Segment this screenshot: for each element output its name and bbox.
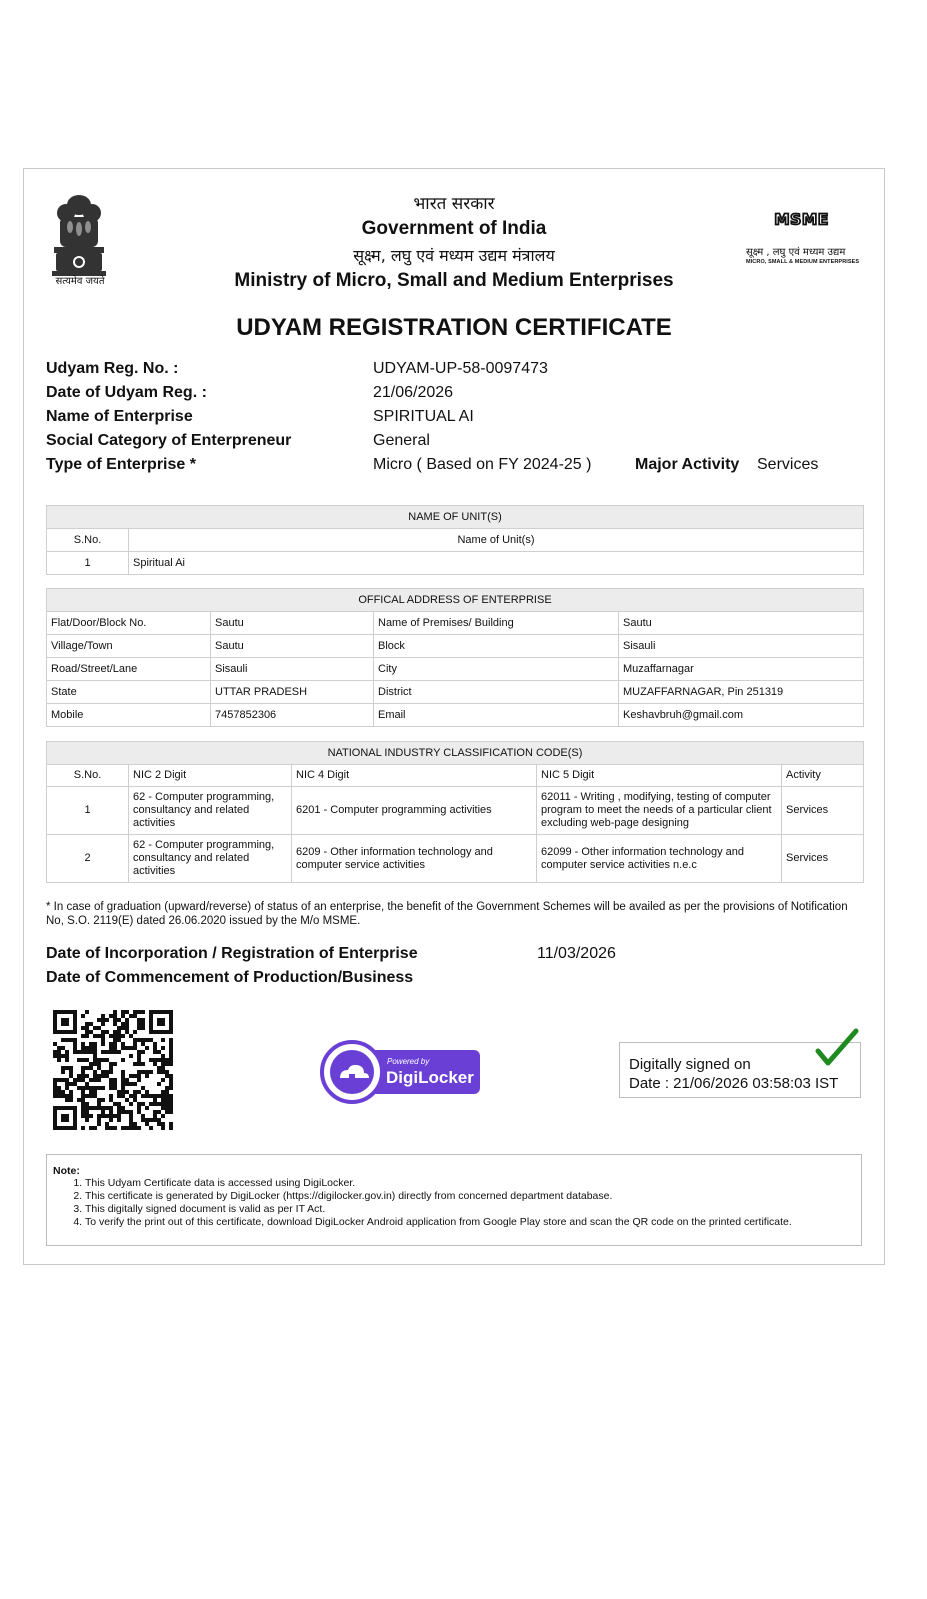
nic-col-activity: Activity	[782, 765, 864, 787]
reg-no-label: Udyam Reg. No. :	[46, 360, 179, 377]
graduation-footnote: * In case of graduation (upward/reverse) of status of an enterprise, the benefit of the Government Schemes will be availed as per the provisions of Notification No, S.O. 2119(E) dated 26.06.2020 issued by the M/o MSME.	[46, 901, 848, 927]
table-row	[47, 658, 864, 681]
nic-row-activity: Services	[782, 787, 864, 835]
ministry-hindi: सूक्ष्म, लघु एवं मध्यम उद्यम मंत्रालय	[353, 246, 555, 265]
nic-row-sno: 2	[47, 835, 129, 883]
nic-col-nic2: NIC 2 Digit	[129, 765, 292, 787]
block-label: Block	[374, 635, 619, 658]
enterprise-dates	[46, 945, 866, 993]
email-label: Email	[374, 704, 619, 727]
commencement-row	[46, 969, 866, 993]
signed-on-label: Digitally signed on	[629, 1056, 751, 1073]
table-row	[47, 704, 864, 727]
msme-logo	[743, 211, 868, 241]
note-list	[57, 1177, 792, 1229]
info-row-reg-date	[46, 384, 866, 408]
district-value: MUZAFFARNAGAR, Pin 251319	[619, 681, 864, 704]
info-row-enterprise-name	[46, 408, 866, 432]
nic-row-nic2: 62 - Computer programming, consultancy and related activities	[129, 787, 292, 835]
ministry-english: Ministry of Micro, Small and Medium Enterprises	[234, 270, 674, 291]
list-item: 3. This digitally signed document is valid as per IT Act.	[85, 1203, 792, 1216]
checkmark-icon	[814, 1027, 860, 1069]
address-table	[46, 588, 864, 727]
village-label: Village/Town	[47, 635, 211, 658]
govt-english: Government of India	[361, 218, 547, 239]
flat-label: Flat/Door/Block No.	[47, 612, 211, 635]
nic-row-activity: Services	[782, 835, 864, 883]
table-row	[47, 552, 864, 575]
road-label: Road/Street/Lane	[47, 658, 211, 681]
note-title: Note:	[53, 1165, 80, 1177]
digilocker-badge	[320, 1038, 482, 1106]
table-row	[47, 635, 864, 658]
note-box	[46, 1154, 862, 1246]
enterprise-type-label: Type of Enterprise *	[46, 456, 196, 473]
table-row	[47, 835, 864, 883]
enterprise-name-label: Name of Enterprise	[46, 408, 193, 425]
mobile-label: Mobile	[47, 704, 211, 727]
info-row-enterprise-type	[46, 456, 866, 480]
premises-value: Sautu	[619, 612, 864, 635]
mobile-value: 7457852306	[211, 704, 374, 727]
registration-info	[46, 360, 866, 480]
certificate-page	[23, 168, 885, 1265]
reg-no-value: UDYAM-UP-58-0097473	[373, 360, 548, 377]
nic-table	[46, 741, 864, 883]
unit-name: Spiritual Ai	[129, 552, 864, 575]
road-value: Sisauli	[211, 658, 374, 681]
enterprise-name-value: SPIRITUAL AI	[373, 408, 474, 425]
table-row	[47, 787, 864, 835]
reg-date-label: Date of Udyam Reg. :	[46, 384, 207, 401]
nic-col-sno: S.No.	[47, 765, 129, 787]
msme-hindi-caption: सूक्ष्म , लघु एवं मध्यम उद्यम	[746, 247, 846, 258]
nic-row-nic2: 62 - Computer programming, consultancy and related activities	[129, 835, 292, 883]
units-table	[46, 505, 864, 575]
qr-code-icon	[53, 1010, 173, 1130]
city-value: Muzaffarnagar	[619, 658, 864, 681]
govt-hindi: भारत सरकार	[413, 194, 495, 214]
block-value: Sisauli	[619, 635, 864, 658]
incorporation-value: 11/03/2026	[537, 945, 616, 962]
unit-sno: 1	[47, 552, 129, 575]
nic-row-sno: 1	[47, 787, 129, 835]
msme-logo-text: MSME	[774, 211, 829, 229]
certificate-title: UDYAM REGISTRATION CERTIFICATE	[236, 314, 672, 341]
social-category-label: Social Category of Enterpreneur	[46, 432, 292, 449]
email-value: Keshavbruh@gmail.com	[619, 704, 864, 727]
district-label: District	[374, 681, 619, 704]
premises-label: Name of Premises/ Building	[374, 612, 619, 635]
flat-value: Sautu	[211, 612, 374, 635]
certificate-header	[24, 169, 884, 309]
reg-date-value: 21/06/2026	[373, 384, 454, 401]
nic-caption: NATIONAL INDUSTRY CLASSIFICATION CODE(S)	[47, 742, 864, 765]
list-item: 1. This Udyam Certificate data is accessed using DigiLocker.	[85, 1177, 792, 1190]
digilocker-powered-by: Powered by	[387, 1057, 430, 1066]
city-label: City	[374, 658, 619, 681]
nic-row-nic5: 62011 - Writing , modifying, testing of computer program to meet the needs of a particular client excluding web-page designing	[537, 787, 782, 835]
address-caption: OFFICAL ADDRESS OF ENTERPRISE	[47, 589, 864, 612]
nic-row-nic4: 6201 - Computer programming activities	[292, 787, 537, 835]
nic-col-nic4: NIC 4 Digit	[292, 765, 537, 787]
units-col-sno: S.No.	[47, 529, 129, 552]
state-value: UTTAR PRADESH	[211, 681, 374, 704]
incorporation-row	[46, 945, 866, 969]
village-value: Sautu	[211, 635, 374, 658]
nic-col-nic5: NIC 5 Digit	[537, 765, 782, 787]
list-item: 2. This certificate is generated by DigiLocker (https://digilocker.gov.in) directly from concerned department database.	[85, 1190, 792, 1203]
info-row-reg-no	[46, 360, 866, 384]
digilocker-brand: DigiLocker	[386, 1068, 474, 1087]
major-activity-label: Major Activity	[635, 456, 740, 473]
units-col-name: Name of Unit(s)	[129, 529, 864, 552]
major-activity-value: Services	[757, 456, 819, 473]
units-caption: NAME OF UNIT(S)	[47, 506, 864, 529]
commencement-label: Date of Commencement of Production/Business	[46, 969, 414, 986]
list-item: 4. To verify the print out of this certificate, download DigiLocker Android application from Google Play store and scan the QR code on the printed certificate.	[85, 1216, 792, 1229]
table-row	[47, 529, 864, 552]
table-row	[47, 681, 864, 704]
info-row-social-category	[46, 432, 866, 456]
social-category-value: General	[373, 432, 430, 449]
signed-date: Date : 21/06/2026 03:58:03 IST	[629, 1075, 839, 1092]
emblem-motto: सत्यमेव जयते	[55, 276, 105, 287]
enterprise-type-value: Micro ( Based on FY 2024-25 )	[373, 456, 592, 473]
nic-row-nic5: 62099 - Other information technology and computer service activities n.e.c	[537, 835, 782, 883]
table-row	[47, 612, 864, 635]
msme-english-caption: MICRO, SMALL & MEDIUM ENTERPRISES	[746, 259, 860, 265]
state-label: State	[47, 681, 211, 704]
table-row	[47, 765, 864, 787]
incorporation-label: Date of Incorporation / Registration of Enterprise	[46, 945, 418, 962]
nic-row-nic4: 6209 - Other information technology and computer service activities	[292, 835, 537, 883]
